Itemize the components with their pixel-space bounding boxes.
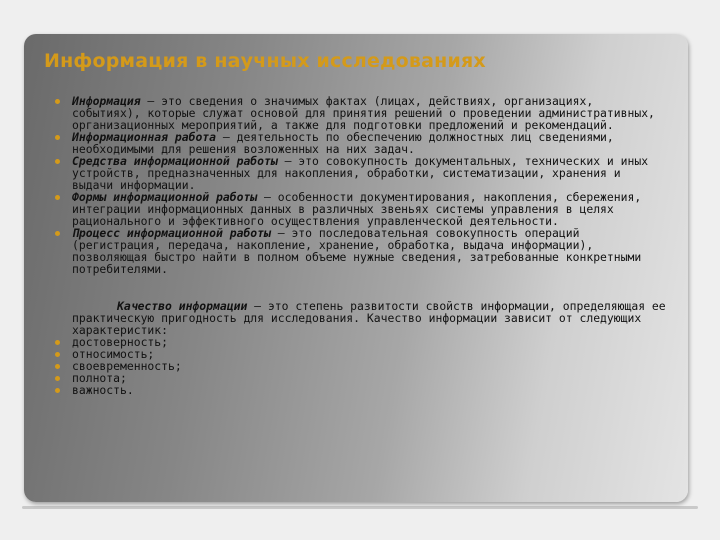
characteristics-list — [50, 336, 668, 396]
slide — [24, 34, 688, 502]
definition-text: – это последовательная совокупность операций (регистрация, передача, накопление, хранение, обработка, выдача информации), позволяющая быстро найти в полном объеме нужные сведения, затребованные конкретными потребителями. — [72, 226, 642, 276]
slide-content — [50, 95, 668, 396]
definition-item — [50, 131, 668, 155]
definition-item — [50, 227, 668, 275]
slide-bottom-rule — [22, 506, 698, 509]
definition-item — [50, 95, 668, 131]
characteristic-item: относимость; — [50, 348, 668, 360]
definition-term: Процесс информационной работы — [72, 226, 271, 240]
definition-text: – это сведения о значимых фактах (лицах, действиях, организациях, событиях), которые служат основой для принятия решений о проведении административных, организационных мероприятий, а также для подготовки предложений и рекомендаций. — [72, 94, 655, 132]
definition-item — [50, 155, 668, 191]
definition-term: Информационная работа — [72, 130, 217, 144]
quality-term: Качество информации — [117, 299, 248, 313]
definition-text: – это совокупность документальных, технических и иных устройств, предназначенных для накопления, обработки, систематизации, хранения и выдачи информации. — [72, 154, 649, 192]
quality-paragraph — [50, 300, 668, 336]
definition-term: Средства информационной работы — [72, 154, 278, 168]
characteristic-item: достоверность; — [50, 336, 668, 348]
quality-text: – это степень развитости свойств информации, определяющая ее практическую пригодность для исследования. Качество информации зависит от следующих характеристик: — [72, 299, 666, 337]
definition-text: – особенности документирования, накопления, сбережения, интеграции информационных данных в различных звеньях системы управления в целях рационального и эффективного осуществления управленческой деятельности. — [72, 190, 642, 228]
definitions-list — [50, 95, 668, 275]
definition-term: Формы информационной работы — [72, 190, 258, 204]
definition-term: Информация — [72, 94, 141, 108]
definition-text: – деятельность по обеспечению должностных лиц сведениями, необходимыми для решения возложенных на них задач. — [72, 130, 614, 156]
slide-title: Информация в научных исследованиях — [44, 50, 486, 72]
definition-item — [50, 191, 668, 227]
characteristic-item: полнота; — [50, 372, 668, 384]
characteristic-item: своевременность; — [50, 360, 668, 372]
characteristic-item: важность. — [50, 384, 668, 396]
